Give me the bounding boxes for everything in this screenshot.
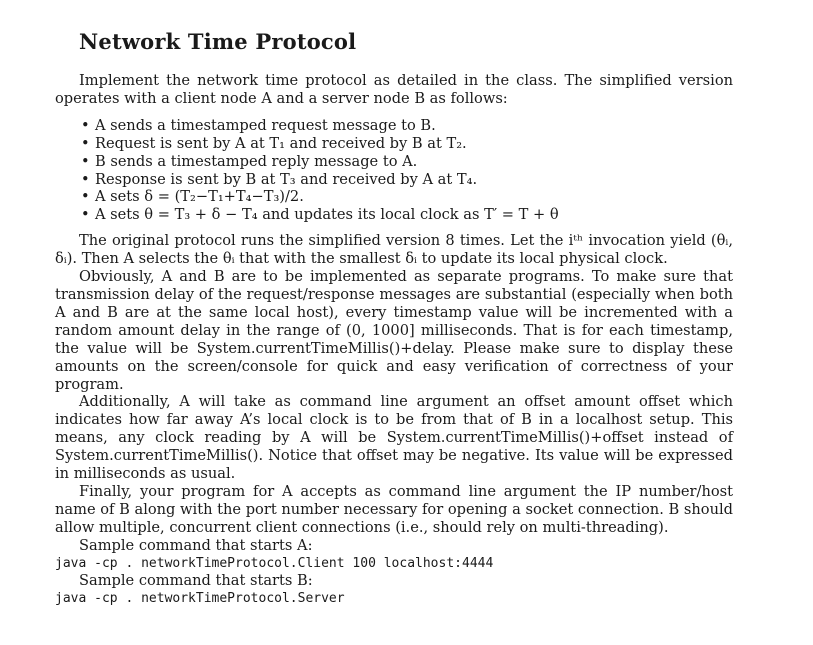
protocol-steps-list: [55, 117, 733, 224]
bullet-icon: •: [81, 188, 90, 206]
bullet-icon: •: [81, 152, 90, 170]
intro-paragraph: Implement the network time protocol as detailed in the class. The simplified version operates with a client node A and a server node B as follows:: [55, 72, 733, 107]
list-item: • B sends a timestamped reply message to A.: [81, 152, 418, 170]
bullet-icon: •: [81, 170, 90, 188]
server-command: java -cp . networkTimeProtocol.Server: [55, 591, 345, 607]
paragraph-iterations: The original protocol runs the simplified version 8 times. Let the iᵗʰ invocation yield (θᵢ, δᵢ). Then A selects the θᵢ that with the smallest δᵢ to update its local physical clock.: [55, 232, 733, 268]
server-command-label: Sample command that starts B:: [79, 572, 313, 590]
paragraph-arguments: Finally, your program for A accepts as command line argument the IP number/host name of B along with the port number necessary for opening a socket connection. B should allow multiple, concurrent client connections (i.e., should rely on multi-threading).: [55, 482, 733, 536]
list-item: • A sends a timestamped request message to B.: [81, 116, 436, 134]
list-item: • Response is sent by B at T₃ and received by A at T₄.: [81, 170, 478, 188]
bullet-icon: •: [81, 116, 90, 134]
client-command-label: Sample command that starts A:: [79, 536, 313, 554]
document-page: [55, 28, 733, 608]
bullet-icon: •: [81, 134, 90, 152]
client-command: java -cp . networkTimeProtocol.Client 100 localhost:4444: [55, 555, 494, 571]
bullet-icon: •: [81, 206, 90, 224]
list-item: • A sets θ = T₃ + δ − T₄ and updates its local clock as T′ = T + θ: [81, 206, 559, 224]
paragraph-offset: Additionally, A will take as command line argument an offset amount offset which indicates how far away A’s local clock is to be from that of B in a localhost setup. This means, any clock reading by A will be System.currentTimeMillis()+offset instead of System.currentTimeMillis(). Notice that offset may be negative. Its value will be expressed in milliseconds as usual.: [55, 393, 733, 483]
list-item: • Request is sent by A at T₁ and received by B at T₂.: [81, 134, 467, 152]
paragraph-delay: Obviously, A and B are to be implemented as separate programs. To make sure that transmission delay of the request/response messages are substantial (especially when both A and B are at the same local host), every timestamp value will be incremented with a random amount delay in the range of (0, 1000] milliseconds. That is for each timestamp, the value will be System.currentTimeMillis()+delay. Please make sure to display these amounts on the screen/console for quick and easy verification of correctness of your program.: [55, 268, 733, 393]
page-title: Network Time Protocol: [79, 29, 357, 54]
list-item: • A sets δ = (T₂−T₁+T₄−T₃)/2.: [81, 188, 304, 206]
